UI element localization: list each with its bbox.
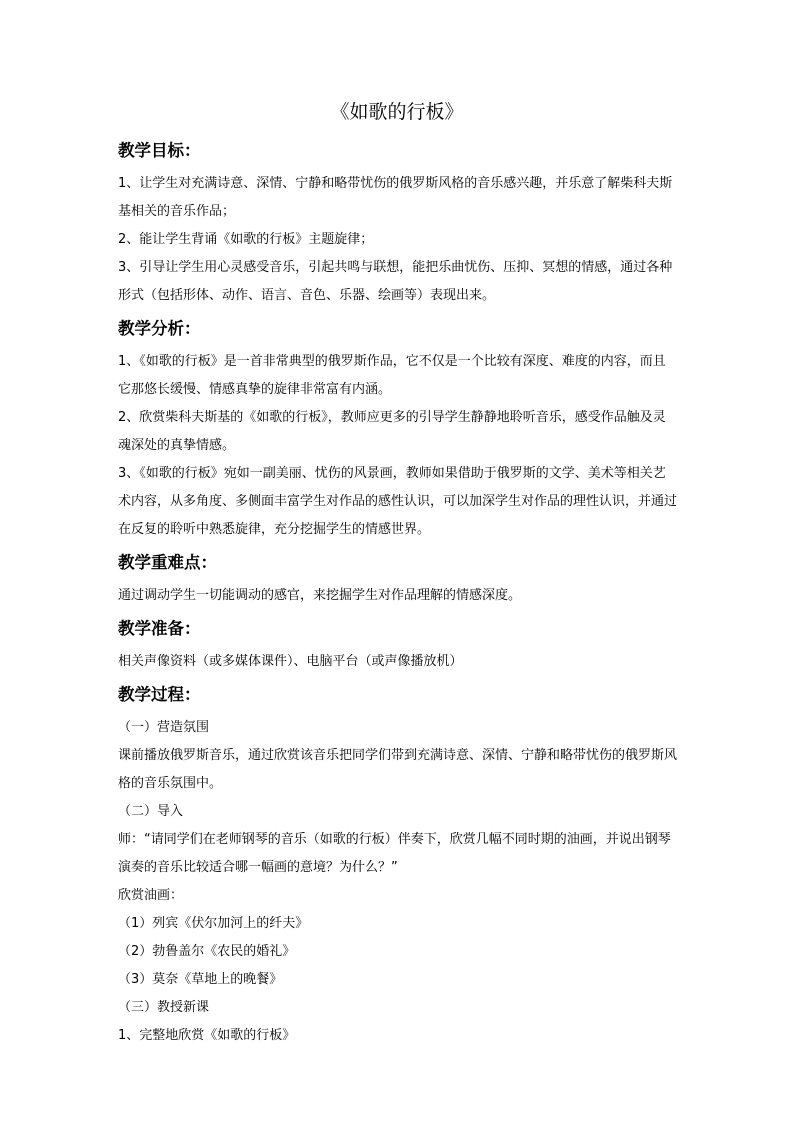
heading-keypoints: 教学重难点： <box>118 553 217 572</box>
process-step1-text: 课前播放俄罗斯音乐，通过欣赏该音乐把同学们带到充满诗意、深情、宁静和略带忧伤的俄罗斯风格的音乐氛围中。 <box>118 748 678 791</box>
document-title: 《如歌的行板》 <box>330 101 464 123</box>
analysis-item-2: 2、欣赏柴科夫斯基的《如歌的行板》，教师应更多的引导学生静静地聆听音乐，感受作品触及灵魂深处的真挚情感。 <box>118 410 666 453</box>
paintings-label: 欣赏油画： <box>118 888 184 903</box>
process-step3-title: （三）教授新课 <box>118 1000 210 1015</box>
analysis-item-1: 1、《如歌的行板》是一首非常典型的俄罗斯作品，它不仅是一个比较有深度、难度的内容，而且它那悠长缓慢、情感真挚的旋律非常富有内涵。 <box>118 354 666 397</box>
painting-item-3: （3）莫奈《草地上的晚餐》 <box>118 972 283 987</box>
keypoints-text: 通过调动学生一切能调动的感官，来挖掘学生对作品理解的情感深度。 <box>118 588 522 603</box>
process-step2-title: （二）导入 <box>118 804 184 819</box>
process-step3-item-1: 1、完整地欣赏《如歌的行板》 <box>118 1028 296 1043</box>
heading-preparation: 教学准备： <box>118 619 201 638</box>
analysis-item-3: 3、《如歌的行板》宛如一副美丽、忧伤的风景画，教师如果借助于俄罗斯的文学、美术等相关艺术内容，从多角度、多侧面丰富学生对作品的感性认识，可以加深学生对作品的理性认识，并通过在反复的聆听中熟悉旋律，充分挖掘学生的情感世界。 <box>118 466 678 537</box>
painting-item-2: （2）勃鲁盖尔《农民的婚礼》 <box>118 944 296 959</box>
process-step2-text: 师：“请同学们在老师钢琴的音乐（如歌的行板）伴奏下，欣赏几幅不同时期的油画，并说出钢琴演奏的音乐比较适合哪一幅画的意境？为什么？” <box>118 832 671 875</box>
preparation-text: 相关声像资料（或多媒体课件）、电脑平台（或声像播放机） <box>118 654 463 669</box>
objective-item-1: 1、让学生对充满诗意、深情、宁静和略带忧伤的俄罗斯风格的音乐感兴趣，并乐意了解柴科夫斯基相关的音乐作品； <box>118 176 673 219</box>
process-step1-title: （一）营造氛围 <box>118 720 210 735</box>
heading-analysis: 教学分析： <box>118 319 201 338</box>
heading-process: 教学过程： <box>118 685 201 704</box>
objective-item-3: 3、引导让学生用心灵感受音乐，引起共鸣与联想，能把乐曲忧伤、压抑、冥想的情感，通过各种形式（包括形体、动作、语言、音色、乐器、绘画等）表现出来。 <box>118 260 673 303</box>
painting-item-1: （1）列宾《伏尔加河上的纤夫》 <box>118 916 309 931</box>
objective-item-2: 2、能让学生背诵《如歌的行板》主题旋律； <box>118 232 374 247</box>
heading-objectives: 教学目标： <box>118 141 201 160</box>
document-body <box>118 136 678 1050</box>
